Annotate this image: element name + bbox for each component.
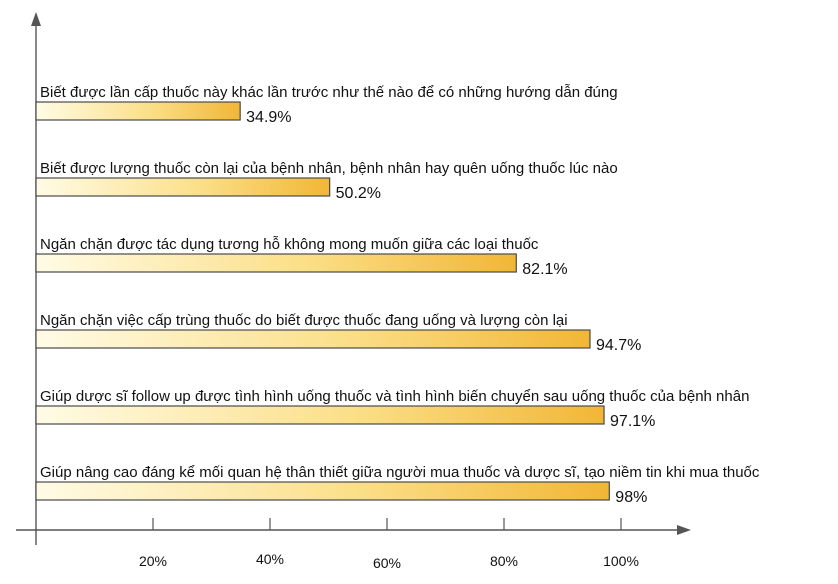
bar [36,102,240,120]
bar [36,482,609,500]
x-tick-label: 20% [138,553,168,569]
x-tick-label: 60% [372,555,402,571]
category-label: Giúp nâng cao đáng kể mối quan hệ thân thiết giữa người mua thuốc và dược sĩ, tạo niềm tin khi mua thuốc [40,464,760,481]
category-label: Biết được lần cấp thuốc này khác lần trước như thế nào để có những hướng dẫn đúng [40,84,618,101]
category-label: Biết được lượng thuốc còn lại của bệnh nhân, bệnh nhân hay quên uống thuốc lúc nào [40,160,618,177]
value-label: 94.7% [595,337,642,354]
x-tick-label: 100% [603,553,639,569]
value-label: 97.1% [610,413,656,430]
bars [36,84,760,506]
value-label: 82.1% [522,261,568,278]
x-tick-label: 80% [489,553,519,569]
y-axis-arrow [31,12,41,26]
bar [36,178,330,196]
x-axis-arrow [677,525,691,535]
bar [36,406,604,424]
x-ticks [139,518,639,571]
category-label: Ngăn chặn việc cấp trùng thuốc do biết được thuốc đang uống và lượng còn lại [40,312,568,329]
category-label: Ngăn chặn được tác dụng tương hỗ không mong muốn giữa các loại thuốc [40,236,539,253]
category-label: Giúp dược sĩ follow up được tình hình uống thuốc và tình hình biến chuyển sau uống thuốc của bệnh nhân [40,388,750,405]
value-label: 98% [615,489,648,506]
x-tick-label: 40% [255,551,285,567]
value-label: 34.9% [246,109,292,126]
bar [36,330,590,348]
bar [36,254,516,272]
value-label: 50.2% [335,185,382,202]
